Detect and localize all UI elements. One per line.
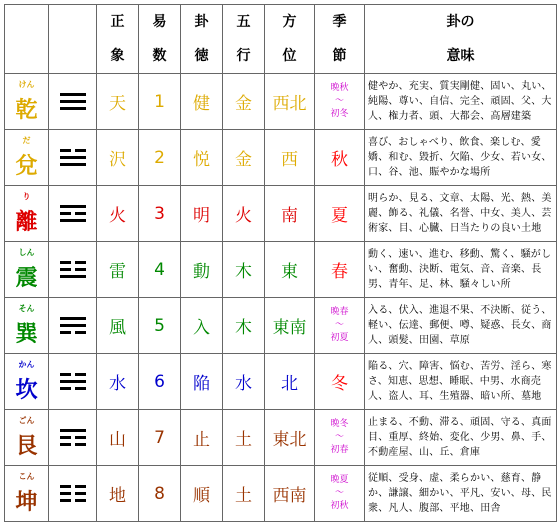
jijie-cell: 春 bbox=[315, 242, 365, 298]
yin-line-icon bbox=[60, 443, 86, 446]
trigram-name-cell bbox=[5, 354, 49, 410]
table-row bbox=[5, 298, 557, 354]
header-symbol bbox=[49, 5, 97, 74]
fangwei-cell: 南 bbox=[265, 186, 315, 242]
trigram-kanji: 震 bbox=[15, 266, 38, 291]
trigram-symbol-cell bbox=[49, 242, 97, 298]
yishu-cell: 7 bbox=[139, 410, 181, 466]
wuxing-cell: 金 bbox=[223, 74, 265, 130]
yang-line-icon bbox=[60, 275, 86, 278]
wuxing-cell: 土 bbox=[223, 466, 265, 522]
yang-line-icon bbox=[60, 317, 86, 320]
jijie-cell: 夏 bbox=[315, 186, 365, 242]
trigram-name-cell bbox=[5, 242, 49, 298]
meaning-cell: 止まる、不動、滞る、頑固、守る、真面目、重厚、終始、変化、少男、鼻、手、不動産屋、山、丘、倉庫 bbox=[365, 410, 557, 466]
trigram-table bbox=[4, 4, 557, 522]
header-name bbox=[5, 5, 49, 74]
jijie-cell: 秋 bbox=[315, 130, 365, 186]
trigram-symbol-cell bbox=[49, 410, 97, 466]
yishu-cell: 1 bbox=[139, 74, 181, 130]
yishu-cell: 8 bbox=[139, 466, 181, 522]
yin-line-icon bbox=[60, 149, 86, 152]
trigram-symbol-icon bbox=[49, 317, 96, 334]
trigram-symbol-icon bbox=[49, 429, 96, 446]
trigram-symbol-icon bbox=[49, 149, 96, 166]
trigram-reading: ごん bbox=[18, 416, 35, 425]
trigram-kanji: 離 bbox=[15, 210, 38, 235]
trigram-kanji: 坎 bbox=[15, 378, 38, 403]
yang-line-icon bbox=[60, 429, 86, 432]
season-text: 初春 bbox=[330, 445, 349, 455]
trigram-reading: こん bbox=[18, 472, 35, 481]
header-zhengxiang: 正 象 bbox=[97, 5, 139, 74]
trigram-symbol-cell bbox=[49, 74, 97, 130]
meaning-cell: 明らか、見る、文章、太陽、光、熱、美麗、飾る、礼儀、名誉、中女、美人、芸術家、目、心臓、日当たりの良い土地 bbox=[365, 186, 557, 242]
guade-cell: 入 bbox=[181, 298, 223, 354]
meaning-cell: 動く、速い、進む、移動、驚く、騒がしい、奮動、決断、電気、音、音楽、長男、青年、足、林、騒々しい所 bbox=[365, 242, 557, 298]
zhengxiang-cell: 雷 bbox=[97, 242, 139, 298]
season-text: 初秋 bbox=[330, 501, 349, 511]
zhengxiang-cell: 地 bbox=[97, 466, 139, 522]
header-jijie: 季 節 bbox=[315, 5, 365, 74]
season-text: ～ bbox=[334, 96, 344, 106]
fangwei-cell: 北 bbox=[265, 354, 315, 410]
table-row bbox=[5, 466, 557, 522]
trigram-symbol-cell bbox=[49, 130, 97, 186]
trigram-symbol-icon bbox=[49, 373, 96, 390]
header-guade: 卦 徳 bbox=[181, 5, 223, 74]
fangwei-cell: 東南 bbox=[265, 298, 315, 354]
table-row bbox=[5, 242, 557, 298]
yishu-cell: 3 bbox=[139, 186, 181, 242]
meaning-cell: 喜び、おしゃべり、飲食、楽しむ、愛嬌、和む、毀折、欠陥、少女、若い女、口、谷、池、賑やかな場所 bbox=[365, 130, 557, 186]
zhengxiang-cell: 火 bbox=[97, 186, 139, 242]
jijie-cell bbox=[315, 410, 365, 466]
yin-line-icon bbox=[60, 492, 86, 495]
yin-line-icon bbox=[60, 436, 86, 439]
yang-line-icon bbox=[60, 324, 86, 327]
season-text: 晩秋 bbox=[330, 83, 349, 93]
trigram-symbol-cell bbox=[49, 186, 97, 242]
table-row bbox=[5, 354, 557, 410]
trigram-reading: そん bbox=[18, 304, 35, 313]
trigram-name-cell bbox=[5, 410, 49, 466]
jijie-cell bbox=[315, 298, 365, 354]
season-text: ～ bbox=[334, 488, 344, 498]
jijie-cell bbox=[315, 466, 365, 522]
table-row bbox=[5, 186, 557, 242]
trigram-symbol-cell bbox=[49, 354, 97, 410]
yang-line-icon bbox=[60, 205, 86, 208]
guade-cell: 止 bbox=[181, 410, 223, 466]
season-text: 晩夏 bbox=[330, 475, 349, 485]
trigram-name-cell bbox=[5, 186, 49, 242]
trigram-reading: だ bbox=[22, 136, 31, 145]
guade-cell: 陥 bbox=[181, 354, 223, 410]
table-row bbox=[5, 74, 557, 130]
zhengxiang-cell: 沢 bbox=[97, 130, 139, 186]
yishu-cell: 2 bbox=[139, 130, 181, 186]
season-text: 晩冬 bbox=[330, 419, 349, 429]
header-fangwei: 方 位 bbox=[265, 5, 315, 74]
trigram-symbol-icon bbox=[49, 205, 96, 222]
guade-cell: 動 bbox=[181, 242, 223, 298]
trigram-symbol-icon bbox=[49, 93, 96, 110]
yishu-cell: 5 bbox=[139, 298, 181, 354]
trigram-reading: かん bbox=[18, 360, 35, 369]
fangwei-cell: 西北 bbox=[265, 74, 315, 130]
trigram-kanji: 乾 bbox=[15, 98, 38, 123]
meaning-cell: 陥る、穴、障害、悩む、苦労、淫ら、寒さ、知恵、思想、睡眠、中男、水商売人、盗人、耳、生殖器、暗い所、墓地 bbox=[365, 354, 557, 410]
trigram-reading: しん bbox=[18, 248, 35, 257]
yang-line-icon bbox=[60, 100, 86, 103]
trigram-symbol-cell bbox=[49, 298, 97, 354]
yin-line-icon bbox=[60, 268, 86, 271]
zhengxiang-cell: 天 bbox=[97, 74, 139, 130]
wuxing-cell: 木 bbox=[223, 242, 265, 298]
meaning-cell: 入る、伏入、進退不果、不決断、従う、軽い、伝達、郵便、噂、疑惑、長女、商人、頭髪、田園、草原 bbox=[365, 298, 557, 354]
guade-cell: 明 bbox=[181, 186, 223, 242]
season-text: ～ bbox=[334, 320, 344, 330]
yin-line-icon bbox=[60, 485, 86, 488]
trigram-name-cell bbox=[5, 130, 49, 186]
trigram-reading: けん bbox=[18, 80, 35, 89]
wuxing-cell: 水 bbox=[223, 354, 265, 410]
zhengxiang-cell: 水 bbox=[97, 354, 139, 410]
trigram-name-cell bbox=[5, 298, 49, 354]
trigram-kanji: 巽 bbox=[15, 322, 38, 347]
wuxing-cell: 金 bbox=[223, 130, 265, 186]
yin-line-icon bbox=[60, 499, 86, 502]
yang-line-icon bbox=[60, 219, 86, 222]
trigram-symbol-icon bbox=[49, 485, 96, 502]
zhengxiang-cell: 風 bbox=[97, 298, 139, 354]
trigram-kanji: 艮 bbox=[15, 434, 38, 459]
fangwei-cell: 西 bbox=[265, 130, 315, 186]
trigram-kanji: 兌 bbox=[15, 154, 38, 179]
table-row bbox=[5, 410, 557, 466]
season-text: 初夏 bbox=[330, 333, 349, 343]
yang-line-icon bbox=[60, 156, 86, 159]
yin-line-icon bbox=[60, 387, 86, 390]
fangwei-cell: 東北 bbox=[265, 410, 315, 466]
header-row bbox=[5, 5, 557, 74]
yang-line-icon bbox=[60, 107, 86, 110]
meaning-cell: 健やか、充実、質実剛健、固い、丸い、純陽、尊い、自信、完全、頑固、父、大人、権力者、頭、大都会、高層建築 bbox=[365, 74, 557, 130]
season-text: 晩春 bbox=[330, 307, 349, 317]
trigram-name-cell bbox=[5, 74, 49, 130]
yang-line-icon bbox=[60, 380, 86, 383]
table-row bbox=[5, 130, 557, 186]
yishu-cell: 6 bbox=[139, 354, 181, 410]
header-wuxing: 五 行 bbox=[223, 5, 265, 74]
yin-line-icon bbox=[60, 373, 86, 376]
trigram-kanji: 坤 bbox=[15, 490, 38, 515]
jijie-cell bbox=[315, 74, 365, 130]
meaning-cell: 従順、受身、虚、柔らかい、慈育、静か、謙譲、細かい、平凡、安い、母、民衆、凡人、腹部、平地、田舎 bbox=[365, 466, 557, 522]
yang-line-icon bbox=[60, 163, 86, 166]
header-meaning: 卦の 意味 bbox=[365, 5, 557, 74]
yang-line-icon bbox=[60, 93, 86, 96]
season-text: ～ bbox=[334, 432, 344, 442]
zhengxiang-cell: 山 bbox=[97, 410, 139, 466]
wuxing-cell: 土 bbox=[223, 410, 265, 466]
guade-cell: 順 bbox=[181, 466, 223, 522]
yin-line-icon bbox=[60, 212, 86, 215]
trigram-reading: り bbox=[22, 192, 31, 201]
yishu-cell: 4 bbox=[139, 242, 181, 298]
trigram-symbol-icon bbox=[49, 261, 96, 278]
fangwei-cell: 西南 bbox=[265, 466, 315, 522]
wuxing-cell: 木 bbox=[223, 298, 265, 354]
fangwei-cell: 東 bbox=[265, 242, 315, 298]
trigram-name-cell bbox=[5, 466, 49, 522]
trigram-symbol-cell bbox=[49, 466, 97, 522]
wuxing-cell: 火 bbox=[223, 186, 265, 242]
yin-line-icon bbox=[60, 261, 86, 264]
guade-cell: 悦 bbox=[181, 130, 223, 186]
yin-line-icon bbox=[60, 331, 86, 334]
jijie-cell: 冬 bbox=[315, 354, 365, 410]
header-yishu: 易 数 bbox=[139, 5, 181, 74]
guade-cell: 健 bbox=[181, 74, 223, 130]
season-text: 初冬 bbox=[330, 109, 349, 119]
